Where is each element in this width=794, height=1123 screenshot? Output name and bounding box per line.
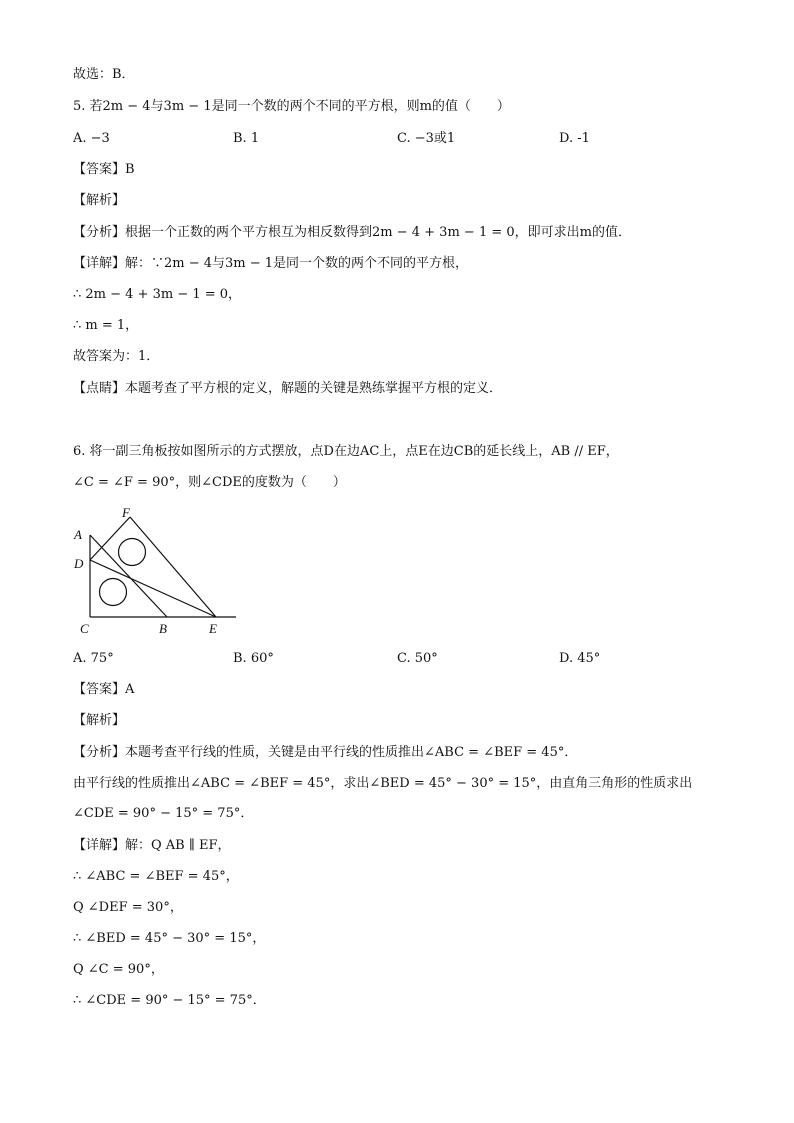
q5-detail-3: ∴ m = 1， <box>73 318 139 333</box>
q5-analysis: 【分析】根据一个正数的两个平方根互为相反数得到2m − 4 + 3m − 1 = 0，即可求出m的值． <box>73 225 631 240</box>
circle-upper <box>119 539 146 566</box>
label-a: A <box>74 527 82 542</box>
q5-detail-4: 故答案为：1． <box>73 349 160 364</box>
previous-answer-line: 故选：B． <box>73 67 135 82</box>
side-ef <box>130 517 216 617</box>
q6-text-1: 由平行线的性质推出∠ABC = ∠BEF = 45°，求出∠BED = 45° − 30° = 15°，由直角三角形的性质求出 <box>73 776 693 791</box>
q6-analysis-heading: 【解析】 <box>73 713 126 728</box>
q6-detail-2: ∴ ∠ABC = ∠BEF = 45°， <box>73 869 239 884</box>
q5-option-b: B. 1 <box>233 131 260 146</box>
q5-answer: 【答案】B <box>73 162 135 177</box>
q5-option-a: A. −3 <box>73 131 110 146</box>
q6-text-2: ∠CDE = 90° − 15° = 75°． <box>73 806 254 821</box>
q6-detail-3: Q ∠DEF = 30°， <box>73 900 183 915</box>
q5-detail-1: 【详解】解：∵2m − 4与3m − 1是同一个数的两个不同的平方根， <box>73 256 469 271</box>
label-d: D <box>74 556 84 571</box>
q6-answer: 【答案】A <box>73 682 135 697</box>
q6-option-d: D. 45° <box>559 651 601 666</box>
q6-option-c: C. 50° <box>397 651 438 666</box>
label-f: F <box>122 505 130 520</box>
q5-stem: 5. 若2m − 4与3m − 1是同一个数的两个不同的平方根，则m的值（ ） <box>73 99 510 114</box>
q5-option-c: C. −3或1 <box>397 131 456 146</box>
label-c: C <box>80 621 89 636</box>
q5-option-d: D. -1 <box>559 131 590 146</box>
q6-detail-4: ∴ ∠BED = 45° − 30° = 15°， <box>73 931 266 946</box>
circle-lower <box>100 579 127 606</box>
side-de <box>90 560 216 617</box>
q6-option-a: A. 75° <box>73 651 114 666</box>
q5-analysis-heading: 【解析】 <box>73 193 126 208</box>
q6-detail-1: 【详解】解：Q AB ∥ EF， <box>73 838 231 853</box>
side-fd <box>90 517 130 560</box>
q6-triangle-figure <box>70 500 245 642</box>
q5-comment: 【点睛】本题考查了平方根的定义，解题的关键是熟练掌握平方根的定义． <box>73 381 503 396</box>
q6-analysis: 【分析】本题考查平行线的性质，关键是由平行线的性质推出∠ABC = ∠BEF = 45°． <box>73 745 578 760</box>
q5-detail-2: ∴ 2m − 4 + 3m − 1 = 0， <box>73 287 242 302</box>
q6-stem-2: ∠C = ∠F = 90°，则∠CDE的度数为（ ） <box>73 475 346 490</box>
q6-stem-1: 6. 将一副三角板按如图所示的方式摆放，点D在边AC上，点E在边CB的延长线上，AB // EF， <box>73 444 619 459</box>
q6-detail-6: ∴ ∠CDE = 90° − 15° = 75°． <box>73 993 266 1008</box>
q6-detail-5: Q ∠C = 90°， <box>73 962 164 977</box>
q6-option-b: B. 60° <box>233 651 274 666</box>
label-b: B <box>159 621 167 636</box>
label-e: E <box>209 621 217 636</box>
